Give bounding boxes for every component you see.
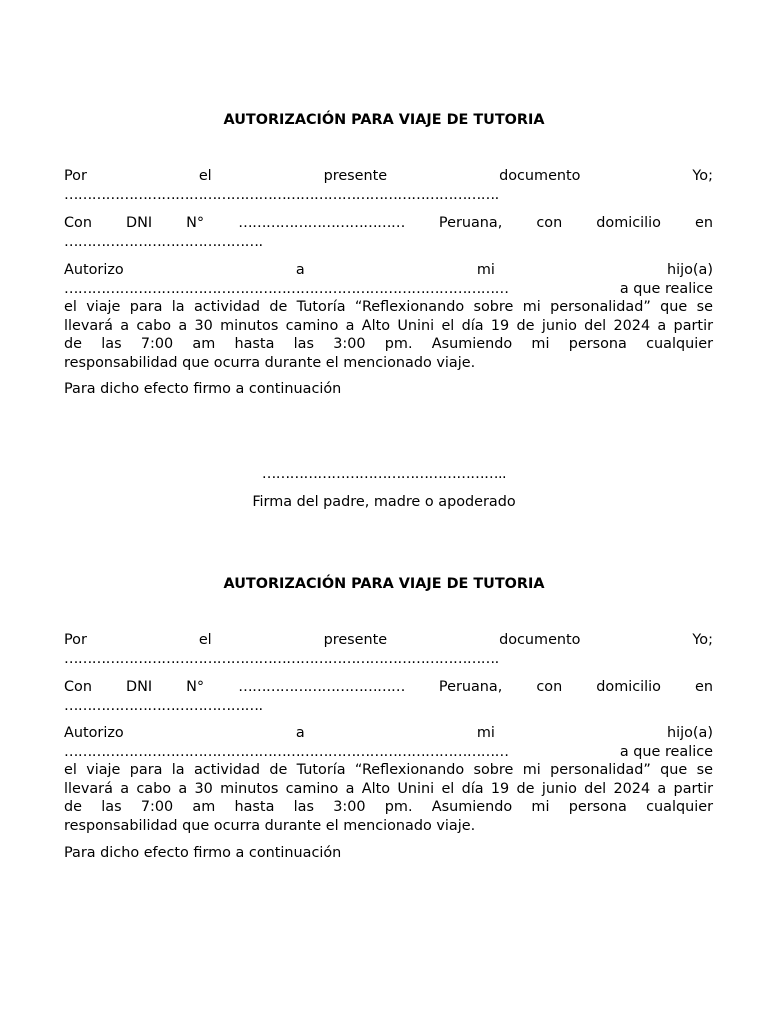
word: Por <box>64 168 87 184</box>
word: con <box>536 215 563 231</box>
word: hijo(a) <box>667 262 713 278</box>
child-name-blank: …………………………………………………………………………………… <box>64 280 509 297</box>
text: a que realice <box>619 280 713 297</box>
word: hijo(a) <box>667 725 713 741</box>
word: N° <box>186 215 205 231</box>
form1-signature-label: Firma del padre, madre o apoderado <box>252 494 516 510</box>
dni-blank: ……………………………… <box>238 215 405 231</box>
text: a que realice <box>619 743 713 760</box>
form2-address-blank: ……………………………………. <box>64 697 263 714</box>
word: DNI <box>126 215 153 231</box>
form1-p3-line4: llevará a cabo a 30 minutos camino a Alto Unini el día 19 de junio del 2024 a partir <box>64 317 713 334</box>
word: presente <box>323 632 388 648</box>
word: el <box>198 632 212 648</box>
word: domicilio <box>596 215 661 231</box>
form1-p3-line5: de las 7:00 am hasta las 3:00 pm. Asumiendo mi persona cualquier <box>64 336 713 352</box>
word: el <box>198 168 212 184</box>
form1-title: AUTORIZACIÓN PARA VIAJE DE TUTORIA <box>223 112 545 128</box>
word: a <box>295 262 305 278</box>
child-name-blank: …………………………………………………………………………………… <box>64 743 509 760</box>
form1-signature-line: …………………………………………….. <box>261 466 507 482</box>
word: DNI <box>126 679 153 695</box>
word: Peruana, <box>438 215 503 231</box>
word: Yo; <box>692 632 713 648</box>
word: domicilio <box>596 679 661 695</box>
word: documento <box>499 168 581 184</box>
form2-paragraph-3 <box>64 724 713 835</box>
form1-name-blank: …………………………………………………………………………………. <box>64 186 499 203</box>
form2-p3-line6: responsabilidad que ocurra durante el mencionado viaje. <box>64 817 476 834</box>
word: Por <box>64 632 87 648</box>
form1-paragraph-2 <box>64 214 713 251</box>
form2-title: AUTORIZACIÓN PARA VIAJE DE TUTORIA <box>223 576 545 592</box>
form2-p1-line1 <box>64 631 713 650</box>
word: Yo; <box>692 168 713 184</box>
dni-blank: ……………………………… <box>238 679 405 695</box>
word: presente <box>323 168 388 184</box>
word: en <box>694 679 713 695</box>
word: Autorizo <box>64 262 124 278</box>
form2-p3-line1 <box>64 724 713 743</box>
form1-paragraph-3 <box>64 261 713 372</box>
form2-name-blank: …………………………………………………………………………………. <box>64 650 499 667</box>
form1-address-blank: ……………………………………. <box>64 233 263 250</box>
form1-p1-line1 <box>64 167 713 186</box>
word: mi <box>476 262 495 278</box>
form1-p2-line1 <box>64 214 713 233</box>
word: Con <box>64 215 92 231</box>
form1-p3-line6: responsabilidad que ocurra durante el mencionado viaje. <box>64 354 476 371</box>
form1-paragraph-4: Para dicho efecto firmo a continuación <box>64 381 342 397</box>
form2-p3-line4: llevará a cabo a 30 minutos camino a Alto Unini el día 19 de junio del 2024 a partir <box>64 780 713 797</box>
word: Autorizo <box>64 725 124 741</box>
word: en <box>694 215 713 231</box>
form1-p3-line3: el viaje para la actividad de Tutoría “Reflexionando sobre mi personalidad” que se <box>64 299 713 315</box>
form2-p2-line1 <box>64 678 713 697</box>
form1-paragraph-1 <box>64 167 713 204</box>
word: Con <box>64 679 92 695</box>
word: N° <box>186 679 205 695</box>
word: mi <box>476 725 495 741</box>
form1-p3-line1 <box>64 261 713 280</box>
form2-paragraph-1 <box>64 631 713 668</box>
word: a <box>295 725 305 741</box>
form1-p3-line2 <box>64 280 713 299</box>
form2-p3-line3: el viaje para la actividad de Tutoría “Reflexionando sobre mi personalidad” que se <box>64 762 713 778</box>
form2-p3-line5: de las 7:00 am hasta las 3:00 pm. Asumiendo mi persona cualquier <box>64 799 713 815</box>
word: Peruana, <box>438 679 503 695</box>
word: documento <box>499 632 581 648</box>
form2-paragraph-2 <box>64 678 713 715</box>
word: con <box>536 679 563 695</box>
form2-paragraph-4: Para dicho efecto firmo a continuación <box>64 845 342 861</box>
form2-p3-line2 <box>64 743 713 762</box>
